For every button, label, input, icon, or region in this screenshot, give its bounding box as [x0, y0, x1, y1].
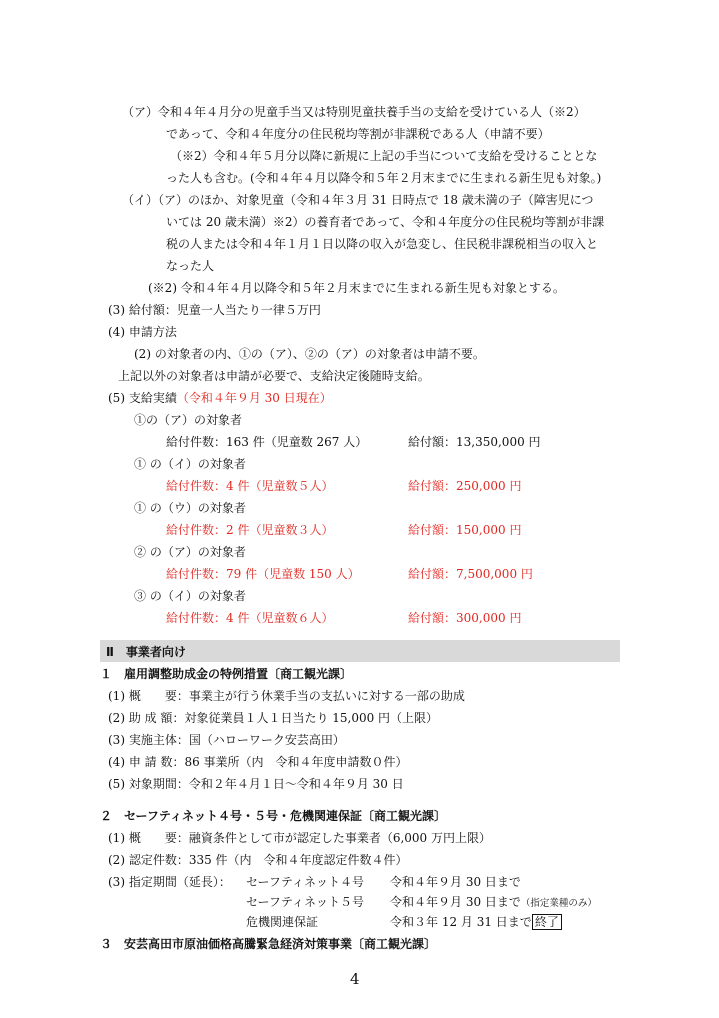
item-5-date: （令和４年９月 30 日現在） — [176, 391, 332, 405]
group-amount: 給付額：13,350,000 円 — [408, 435, 541, 449]
heading-1: １ 雇用調整助成金の特例措置〔商工観光課〕 — [100, 667, 353, 681]
group-title: ③ の（イ）の対象者 — [134, 589, 246, 603]
text-line: なった人 — [166, 259, 215, 273]
list-item: (3) 実施主体：国（ハローワーク安芸高田） — [108, 733, 345, 747]
list-item: (2) 助 成 額：対象従業員１人１日当たり 15,000 円（上限） — [108, 711, 439, 725]
item-4-line2: 上記以外の対象者は申請が必要で、支給決定後随時支給。 — [118, 369, 430, 383]
group-amount: 給付額：300,000 円 — [408, 611, 522, 625]
item-3: (3) 給付額：児童一人当たり一律５万円 — [108, 303, 321, 317]
text-line: （ア）令和４年４月分の児童手当又は特別児童扶養手当の支給を受けている人（※2） — [122, 105, 586, 119]
period-date: 令和４年９月 30 日まで — [390, 875, 521, 889]
period-date — [390, 914, 562, 930]
group-count: 給付件数：4 件（児童数６人） — [166, 611, 334, 625]
group-amount: 給付額：150,000 円 — [408, 523, 522, 537]
page-number: 4 — [350, 970, 360, 988]
group-count: 給付件数：2 件（児童数３人） — [166, 523, 334, 537]
list-item: (2) 認定件数：335 件（内 令和４年度認定件数４件） — [108, 853, 408, 867]
text-line: いては 20 歳未満）※2）の養育者であって、令和４年度分の住民税均等割が非課 — [166, 215, 605, 229]
group-count: 給付件数：79 件（児童数 150 人） — [166, 567, 360, 581]
period-note: （指定業種のみ） — [520, 898, 597, 909]
section-header-title: Ⅱ 事業者向け — [106, 645, 186, 659]
group-title: ① の（イ）の対象者 — [134, 457, 246, 471]
list-item: (5) 対象期間：令和２年４月１日～令和４年９月 30 日 — [108, 777, 404, 791]
period-name: セーフティネット５号 — [246, 895, 364, 909]
item-4-line1: (2) の対象者の内、①の（ア）、②の（ア）の対象者は申請不要。 — [134, 347, 485, 361]
item-5 — [108, 390, 332, 406]
list-item: (1) 概 要：融資条件として市が認定した事業者（6,000 万円上限） — [108, 831, 491, 845]
text-line: (※2) 令和４年４月以降令和５年２月末までに生まれる新生児も対象とする。 — [148, 281, 565, 295]
period-date-text: 令和４年９月 30 日まで — [390, 895, 521, 909]
heading-2: ２ セーフティネット４号・５号・危機関連保証〔商工観光課〕 — [100, 809, 446, 823]
group-title: ① の（ウ）の対象者 — [134, 501, 246, 515]
text-line: 税の人または令和４年１月１日以降の収入が急変し、住民税非課税相当の収入と — [166, 237, 599, 251]
text-line: （イ）（ア）のほか、対象児童（令和４年３月 31 日時点で 18 歳未満の子（障害児につ — [122, 193, 594, 207]
text-line: であって、令和４年度分の住民税均等割が非課税である人（申請不要） — [166, 127, 550, 141]
group-count: 給付件数：163 件（児童数 267 人） — [166, 435, 368, 449]
group-title: ①の（ア）の対象者 — [134, 413, 243, 427]
group-amount: 給付額：250,000 円 — [408, 479, 522, 493]
heading-3: ３ 安芸高田市原油価格高騰緊急経済対策事業〔商工観光課〕 — [100, 937, 437, 951]
list-item: (3) 指定期間（延長）： — [108, 875, 231, 889]
period-date-text: 令和３年 12 月 31 日まで — [390, 915, 532, 929]
group-title: ② の（ア）の対象者 — [134, 545, 246, 559]
period-name: セーフティネット４号 — [246, 875, 364, 889]
group-amount: 給付額：7,500,000 円 — [408, 567, 533, 581]
text-line: った人も含む。(令和４年４月以降令和５年２月末までに生まれる新生児も対象。) — [166, 171, 602, 185]
ended-badge: 終了 — [532, 914, 562, 930]
list-item: (1) 概 要：事業主が行う休業手当の支払いに対する一部の助成 — [108, 689, 465, 703]
item-5-label: (5) 支給実績 — [108, 391, 177, 405]
text-line: （※2）令和４年５月分以降に新規に上記の手当について支給を受けることとな — [170, 149, 598, 163]
list-item: (4) 申 請 数：86 事業所（内 令和４年度申請数０件） — [108, 755, 408, 769]
item-4: (4) 申請方法 — [108, 325, 177, 339]
section-header-bar — [100, 640, 620, 662]
group-count: 給付件数：4 件（児童数５人） — [166, 479, 334, 493]
period-name: 危機関連保証 — [246, 915, 319, 929]
period-date — [390, 894, 597, 912]
